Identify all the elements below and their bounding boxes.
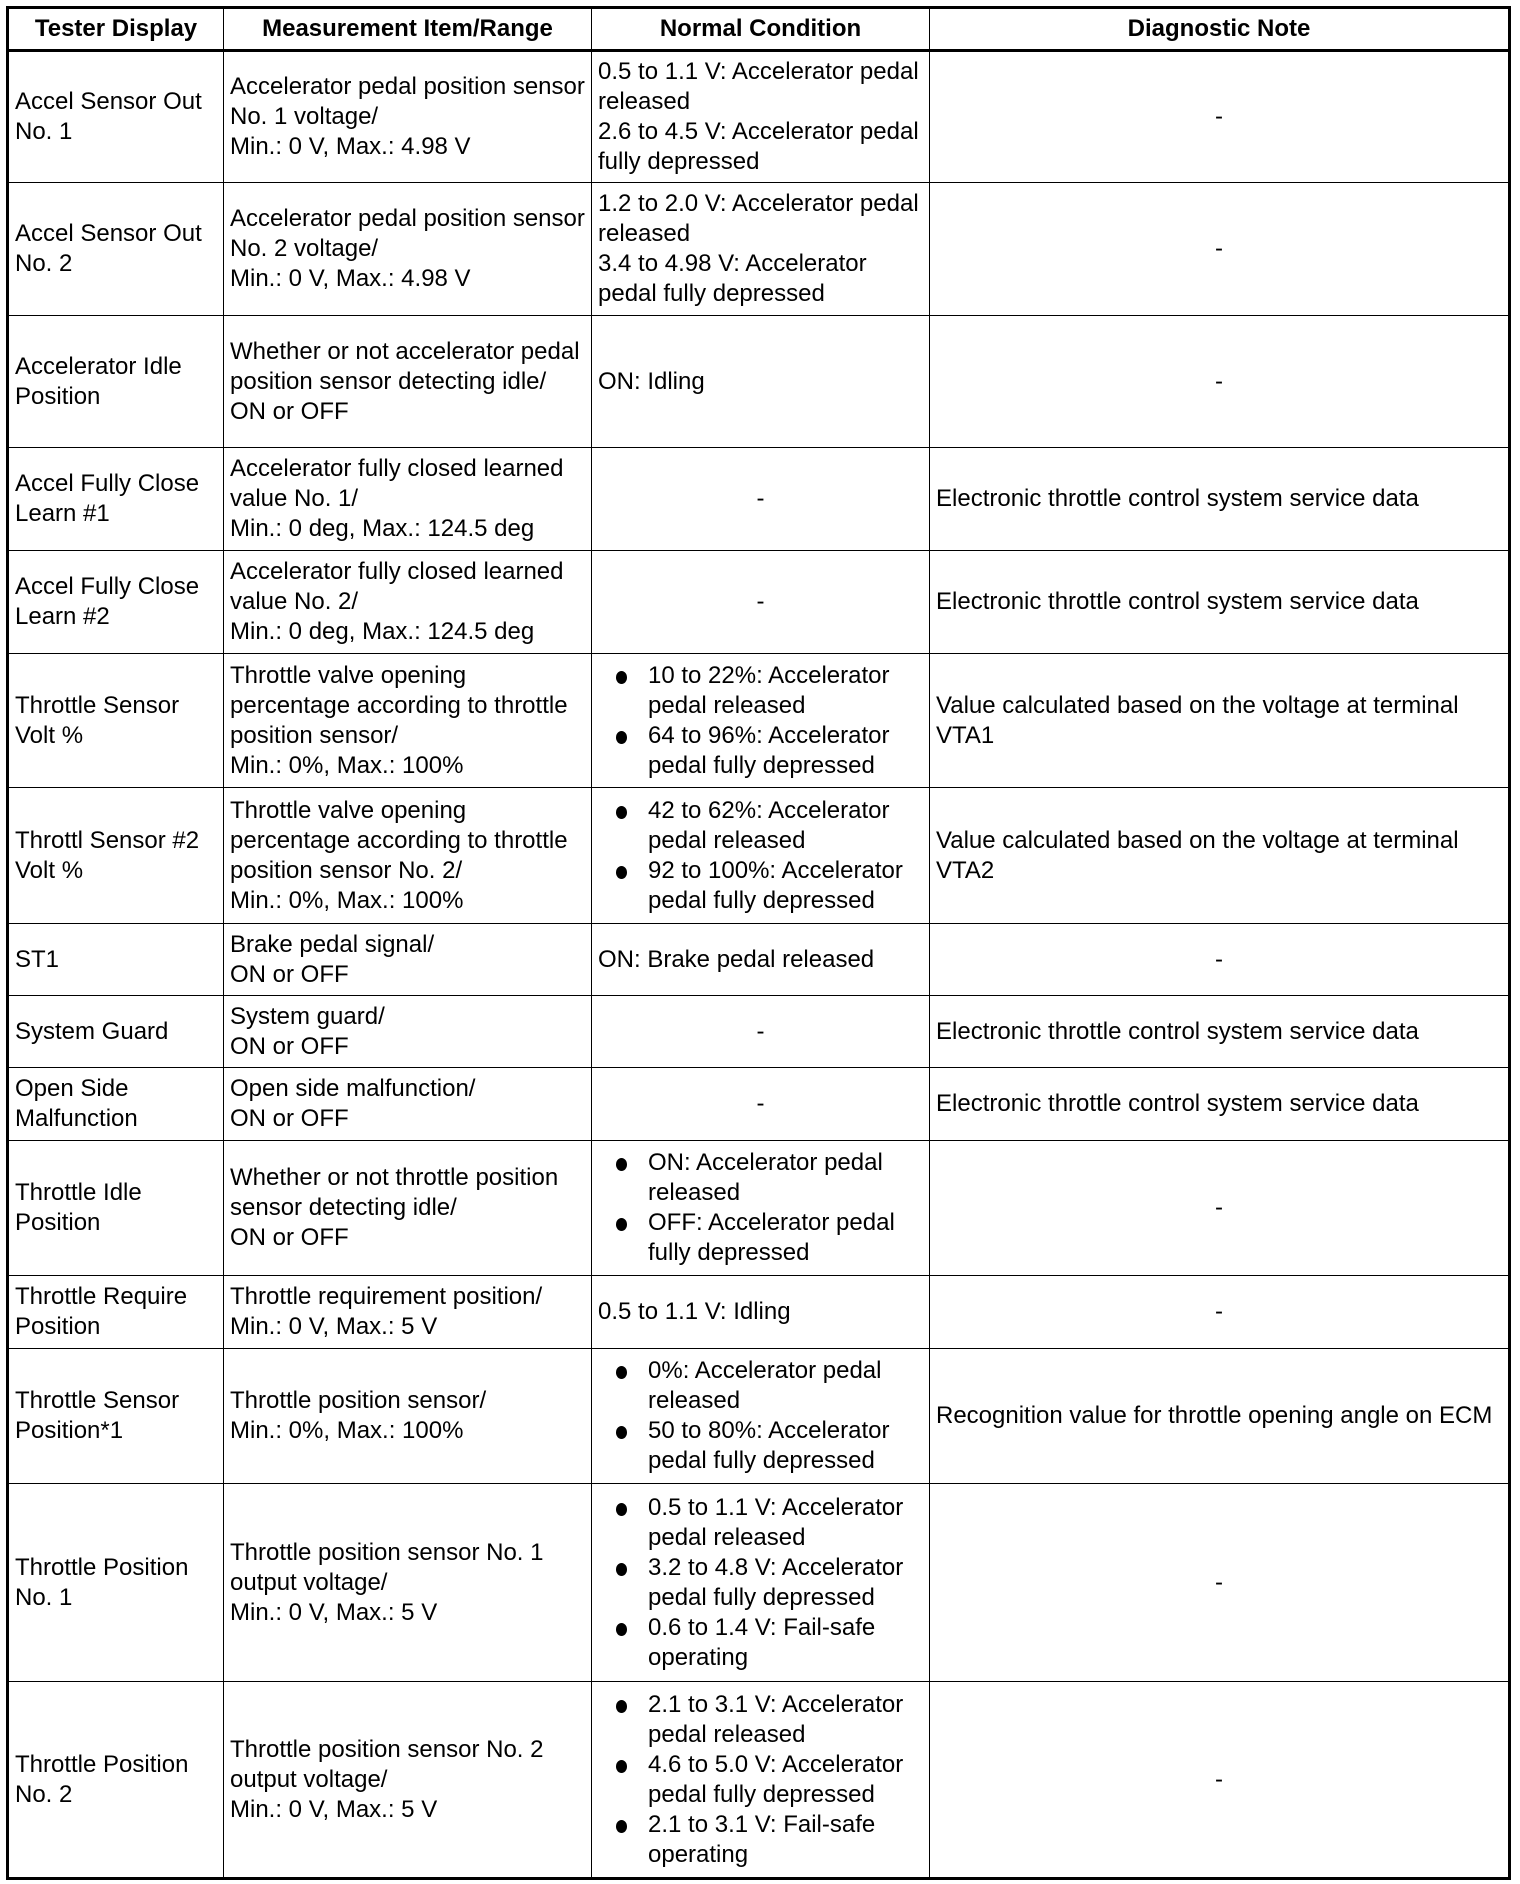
tester-display-cell: Accelerator Idle Position [8,316,224,448]
normal-condition-cell [592,788,930,924]
normal-condition-text: 0.5 to 1.1 V: Accelerator pedal released [598,58,919,115]
table-row [8,1068,1510,1141]
normal-condition-cell [592,996,930,1068]
measurement-item-cell: System guard/ ON or OFF [224,996,592,1068]
normal-condition-bullet-item: 0.6 to 1.4 V: Fail-safe operating [598,1613,923,1673]
normal-condition-text: 1.2 to 2.0 V: Accelerator pedal released [598,190,919,247]
normal-condition-cell [592,183,930,316]
measurement-item-cell: Accelerator pedal position sensor No. 2 voltage/ Min.: 0 V, Max.: 4.98 V [224,183,592,316]
table-row [8,551,1510,654]
normal-condition-text: 2.6 to 4.5 V: Accelerator pedal fully depressed [598,118,919,175]
measurement-item-cell: Throttle position sensor No. 1 output voltage/ Min.: 0 V, Max.: 5 V [224,1484,592,1682]
measurement-item-cell: Brake pedal signal/ ON or OFF [224,924,592,996]
tester-display-cell: Throttle Position No. 1 [8,1484,224,1682]
table-row [8,183,1510,316]
tester-display-cell: Throttle Sensor Volt % [8,654,224,788]
normal-condition-cell [592,51,930,183]
normal-condition-bullet-item: 2.1 to 3.1 V: Fail-safe operating [598,1810,923,1870]
diagnostic-note-cell: Electronic throttle control system service data [930,1068,1510,1141]
normal-condition-cell [592,1349,930,1484]
tester-display-cell: Throttle Sensor Position*1 [8,1349,224,1484]
diagnostic-note-cell: - [930,51,1510,183]
tester-display-cell: Accel Sensor Out No. 2 [8,183,224,316]
measurement-item-cell: Open side malfunction/ ON or OFF [224,1068,592,1141]
tester-display-cell: System Guard [8,996,224,1068]
normal-condition-bullet-item: 3.2 to 4.8 V: Accelerator pedal fully depressed [598,1553,923,1613]
table-row [8,51,1510,183]
header-tester-display: Tester Display [8,8,224,51]
table-row [8,788,1510,924]
normal-condition-bullet-item: 4.6 to 5.0 V: Accelerator pedal fully depressed [598,1750,923,1810]
diagnostic-note-cell: Value calculated based on the voltage at terminal VTA2 [930,788,1510,924]
normal-condition-bullet-item: 2.1 to 3.1 V: Accelerator pedal released [598,1690,923,1750]
tester-display-cell: Accel Sensor Out No. 1 [8,51,224,183]
normal-condition-list [598,1690,923,1870]
diagnostic-note-cell: Electronic throttle control system service data [930,551,1510,654]
normal-condition-bullet-item: 10 to 22%: Accelerator pedal released [598,661,923,721]
measurement-item-cell: Accelerator fully closed learned value No. 2/ Min.: 0 deg, Max.: 124.5 deg [224,551,592,654]
table-row [8,316,1510,448]
normal-condition-text: 0.5 to 1.1 V: Idling [598,1298,791,1325]
normal-condition-text: 3.4 to 4.98 V: Accelerator pedal fully depressed [598,250,867,307]
header-diagnostic-note: Diagnostic Note [930,8,1510,51]
data-list-table [6,6,1511,1880]
normal-condition-cell [592,924,930,996]
normal-condition-list [598,661,923,781]
normal-condition-bullet-item: OFF: Accelerator pedal fully depressed [598,1208,923,1268]
normal-condition-text: - [756,485,765,512]
table-row [8,654,1510,788]
measurement-item-cell: Throttle valve opening percentage according to throttle position sensor No. 2/ Min.: 0%, Max.: 100% [224,788,592,924]
table-row [8,1276,1510,1349]
tester-display-cell: Throttl Sensor #2 Volt % [8,788,224,924]
normal-condition-cell [592,448,930,551]
normal-condition-list [598,1148,923,1268]
header-measurement-item: Measurement Item/Range [224,8,592,51]
table-row [8,996,1510,1068]
normal-condition-list [598,1493,923,1673]
diagnostic-note-cell: Value calculated based on the voltage at terminal VTA1 [930,654,1510,788]
table-body [8,51,1510,1879]
table-header-row [8,8,1510,51]
table-row [8,1484,1510,1682]
normal-condition-bullet-item: 0%: Accelerator pedal released [598,1356,923,1416]
diagnostic-note-cell: - [930,1682,1510,1879]
normal-condition-bullet-item: 0.5 to 1.1 V: Accelerator pedal released [598,1493,923,1553]
tester-display-cell: Accel Fully Close Learn #2 [8,551,224,654]
table-row [8,924,1510,996]
table-row [8,448,1510,551]
diagnostic-note-cell: - [930,1484,1510,1682]
tester-display-cell: Throttle Require Position [8,1276,224,1349]
diagnostic-note-cell: - [930,924,1510,996]
diagnostic-note-cell: - [930,1141,1510,1276]
diagnostic-note-cell: Recognition value for throttle opening angle on ECM [930,1349,1510,1484]
table-row [8,1682,1510,1879]
normal-condition-cell [592,654,930,788]
normal-condition-text: ON: Idling [598,367,705,395]
diagnostic-note-cell: - [930,1276,1510,1349]
measurement-item-cell: Throttle requirement position/ Min.: 0 V, Max.: 5 V [224,1276,592,1349]
normal-condition-cell [592,1141,930,1276]
normal-condition-bullet-item: 92 to 100%: Accelerator pedal fully depressed [598,856,923,916]
normal-condition-cell [592,316,930,448]
table-row [8,1349,1510,1484]
normal-condition-bullet-item: 50 to 80%: Accelerator pedal fully depressed [598,1416,923,1476]
normal-condition-bullet-item: ON: Accelerator pedal released [598,1148,923,1208]
normal-condition-text: - [756,588,765,615]
normal-condition-bullet-item: 42 to 62%: Accelerator pedal released [598,796,923,856]
measurement-item-cell: Accelerator pedal position sensor No. 1 voltage/ Min.: 0 V, Max.: 4.98 V [224,51,592,183]
diagnostic-note-cell: - [930,316,1510,448]
diagnostic-note-cell: Electronic throttle control system service data [930,448,1510,551]
normal-condition-list [598,1356,923,1476]
measurement-item-cell: Throttle valve opening percentage according to throttle position sensor/ Min.: 0%, Max.: 100% [224,654,592,788]
table-row [8,1141,1510,1276]
diagnostic-note-cell: Electronic throttle control system service data [930,996,1510,1068]
tester-display-cell: Open Side Malfunction [8,1068,224,1141]
normal-condition-cell [592,551,930,654]
normal-condition-bullet-item: 64 to 96%: Accelerator pedal fully depressed [598,721,923,781]
normal-condition-cell [592,1068,930,1141]
normal-condition-cell [592,1484,930,1682]
normal-condition-cell [592,1276,930,1349]
tester-display-cell: ST1 [8,924,224,996]
measurement-item-cell: Whether or not throttle position sensor detecting idle/ ON or OFF [224,1141,592,1276]
measurement-item-cell: Whether or not accelerator pedal position sensor detecting idle/ ON or OFF [224,316,592,448]
measurement-item-cell: Throttle position sensor No. 2 output voltage/ Min.: 0 V, Max.: 5 V [224,1682,592,1879]
normal-condition-text: - [756,1090,765,1117]
normal-condition-cell [592,1682,930,1879]
normal-condition-list [598,796,923,916]
measurement-item-cell: Throttle position sensor/ Min.: 0%, Max.: 100% [224,1349,592,1484]
diagnostic-note-cell: - [930,183,1510,316]
tester-display-cell: Accel Fully Close Learn #1 [8,448,224,551]
tester-display-cell: Throttle Idle Position [8,1141,224,1276]
measurement-item-cell: Accelerator fully closed learned value No. 1/ Min.: 0 deg, Max.: 124.5 deg [224,448,592,551]
normal-condition-text: - [756,1017,765,1045]
header-normal-condition: Normal Condition [592,8,930,51]
tester-display-cell: Throttle Position No. 2 [8,1682,224,1879]
normal-condition-text: ON: Brake pedal released [598,945,875,973]
